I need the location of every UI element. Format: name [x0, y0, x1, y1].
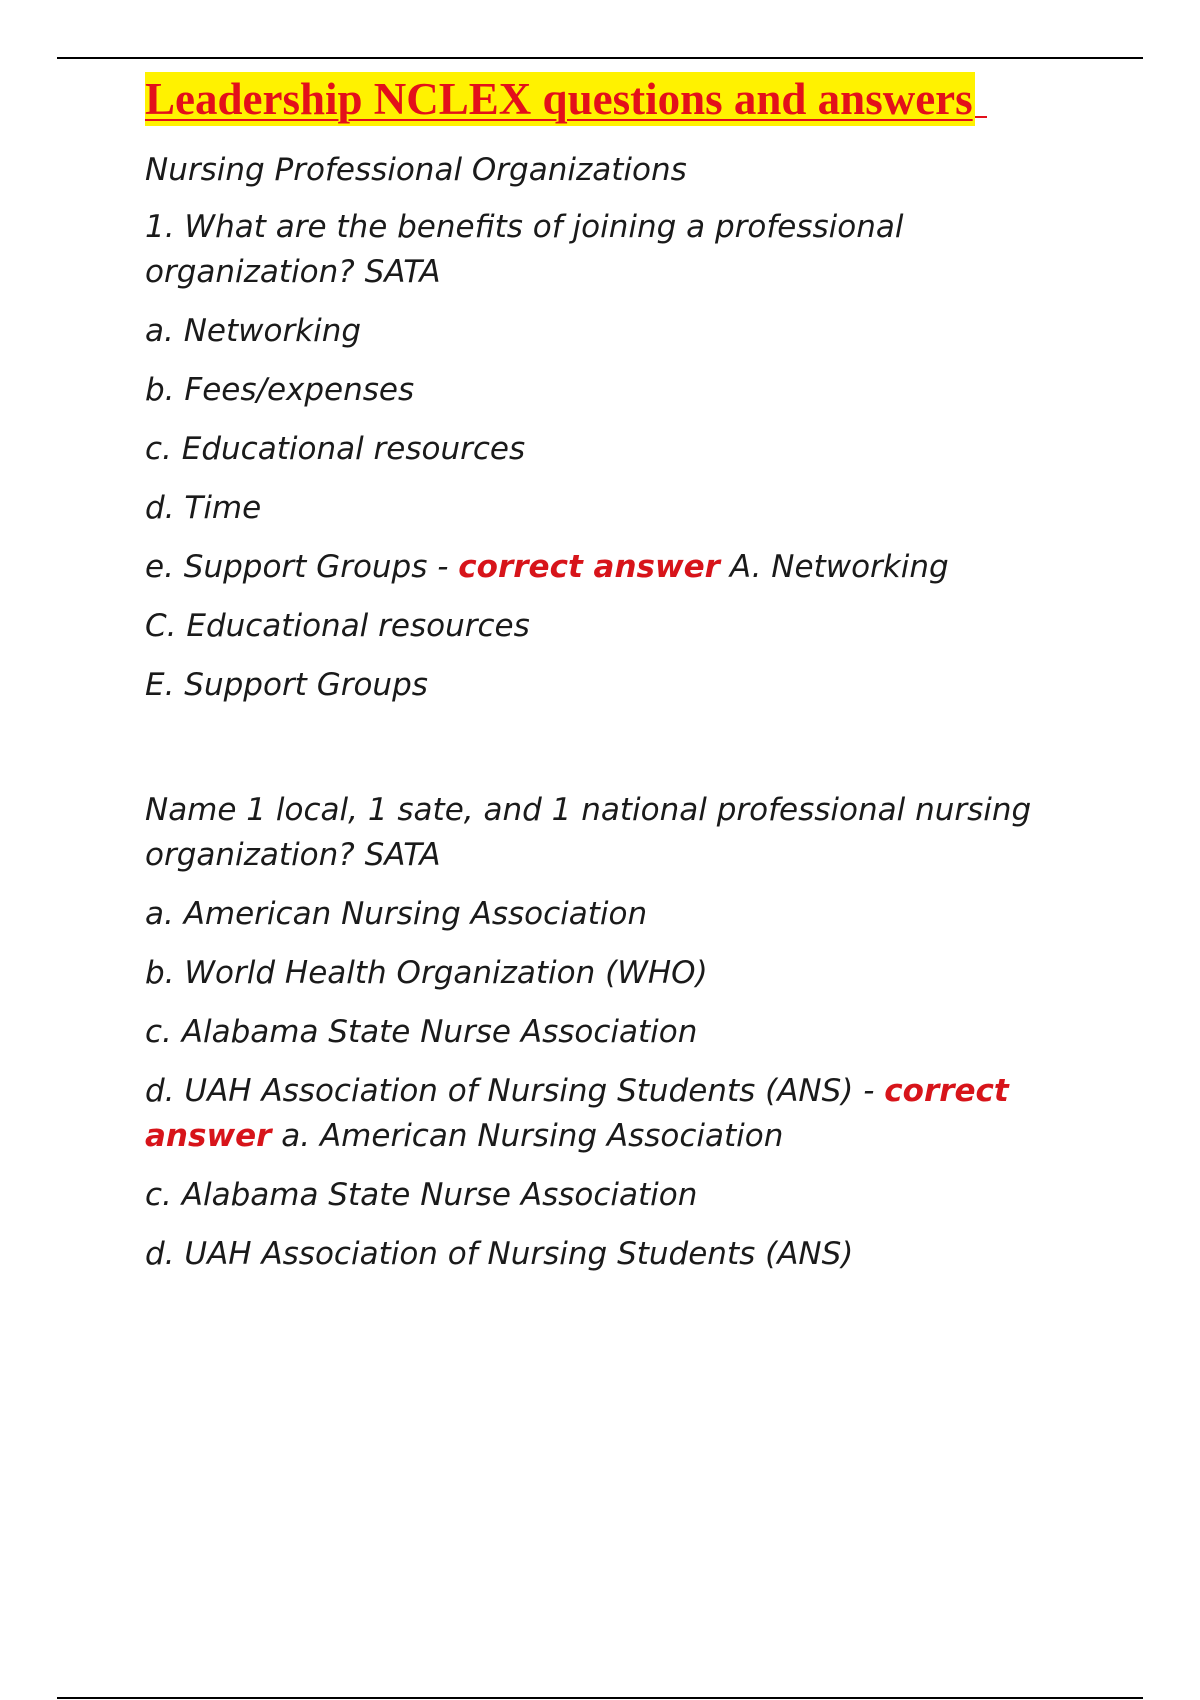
top-rule — [57, 57, 1143, 59]
question-2-option-b: b. World Health Organization (WHO) — [145, 955, 708, 991]
question-1-option-a: a. Networking — [145, 313, 362, 349]
title-block — [145, 72, 1105, 128]
document-title: Leadership NCLEX questions and answers — [145, 74, 973, 124]
correct-answer-label: correct answer — [458, 549, 720, 585]
correct-answer-label: correct answer — [145, 1073, 1009, 1154]
title-underline-tail — [975, 72, 987, 118]
question-2-option-d: d. UAH Association of Nursing Students (ANS) - — [145, 1073, 885, 1109]
document-body — [145, 72, 1105, 1291]
question-gap — [145, 722, 1105, 788]
question-2-answer-3: d. UAH Association of Nursing Students (ANS) — [145, 1236, 854, 1272]
question-2-text: Name 1 local, 1 sate, and 1 national professional nursing organization? SATA — [145, 792, 1032, 873]
section-heading: Nursing Professional Organizations — [145, 152, 687, 188]
question-2-option-c: c. Alabama State Nurse Association — [145, 1014, 698, 1050]
question-1-option-d: d. Time — [145, 490, 262, 526]
bottom-rule — [57, 1697, 1143, 1699]
question-2-answer-2: c. Alabama State Nurse Association — [145, 1177, 698, 1213]
question-2-answer-lead: a. American Nursing Association — [281, 1118, 784, 1154]
question-1-option-c: c. Educational resources — [145, 431, 526, 467]
question-1-option-e: e. Support Groups - — [145, 549, 459, 585]
question-2-option-d-with-answer — [145, 1069, 1105, 1159]
question-2-option-a: a. American Nursing Association — [145, 896, 648, 932]
question-1-answer-lead: A. Networking — [729, 549, 949, 585]
question-1-text: 1. What are the benefits of joining a professional organization? SATA — [145, 209, 904, 290]
question-1-option-e-with-answer — [145, 545, 1105, 590]
question-1-answer-3: E. Support Groups — [145, 667, 428, 703]
question-1-answer-2: C. Educational resources — [145, 608, 530, 644]
question-1-option-b: b. Fees/expenses — [145, 372, 415, 408]
